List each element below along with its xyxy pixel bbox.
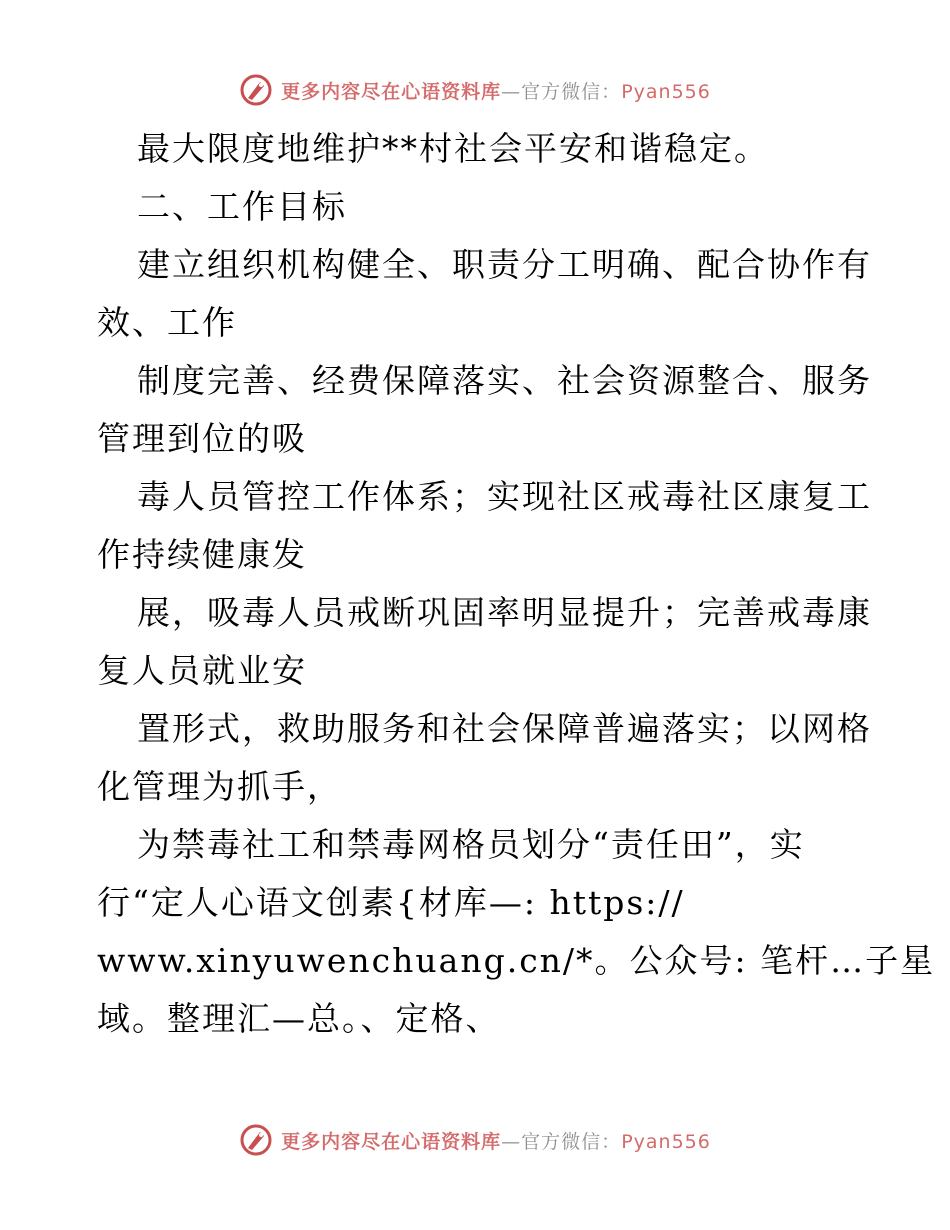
body-line: 行“定人心语文创素{材库—: https:// [97, 883, 685, 922]
pen-nib-logo-icon [239, 73, 273, 107]
document-body [97, 120, 936, 1048]
body-line: 最大限度地维护**村社会平安和谐稳定。 [137, 129, 769, 168]
footer-banner-wechat-label: 官方微信： [521, 1130, 622, 1153]
footer-banner-dash: — [501, 1130, 522, 1153]
header-banner-wechat-label: 官方微信： [521, 80, 622, 103]
body-line: 为禁毒社工和禁毒网格员划分“责任田”，实 [137, 825, 805, 864]
body-line: 域。整理汇—总。、定格、 [97, 999, 501, 1038]
header-banner-text [281, 77, 711, 104]
body-line: 管理到位的吸 [97, 419, 307, 458]
body-line: 制度完善、经费保障落实、社会资源整合、服务 [137, 361, 872, 400]
body-line: 化管理为抓手， [97, 767, 342, 806]
footer-banner [0, 1120, 950, 1160]
body-line: 置形式，救助服务和社会保障普遍落实；以网格 [137, 709, 872, 748]
body-line-url: www.xinyuwenchuang.cn/*。公众号: 笔杆…子星 [97, 941, 936, 980]
header-banner-cn: 更多内容尽在心语资料库 [281, 80, 502, 103]
header-banner [0, 70, 950, 110]
body-line: 复人员就业安 [97, 651, 307, 690]
body-line: 作持续健康发 [97, 535, 307, 574]
header-banner-dash: — [501, 80, 522, 103]
section-heading: 二、工作目标 [137, 187, 347, 226]
footer-banner-wechat-id: Pyan556 [621, 1130, 711, 1153]
footer-banner-text [281, 1127, 711, 1154]
body-line: 建立组织机构健全、职责分工明确、配合协作有 [137, 245, 872, 284]
footer-banner-cn: 更多内容尽在心语资料库 [281, 1130, 502, 1153]
body-line: 毒人员管控工作体系；实现社区戒毒社区康复工 [137, 477, 872, 516]
header-banner-wechat-id: Pyan556 [621, 80, 711, 103]
body-line: 效、工作 [97, 303, 237, 342]
pen-nib-logo-icon [239, 1123, 273, 1157]
body-line: 展，吸毒人员戒断巩固率明显提升；完善戒毒康 [137, 593, 872, 632]
